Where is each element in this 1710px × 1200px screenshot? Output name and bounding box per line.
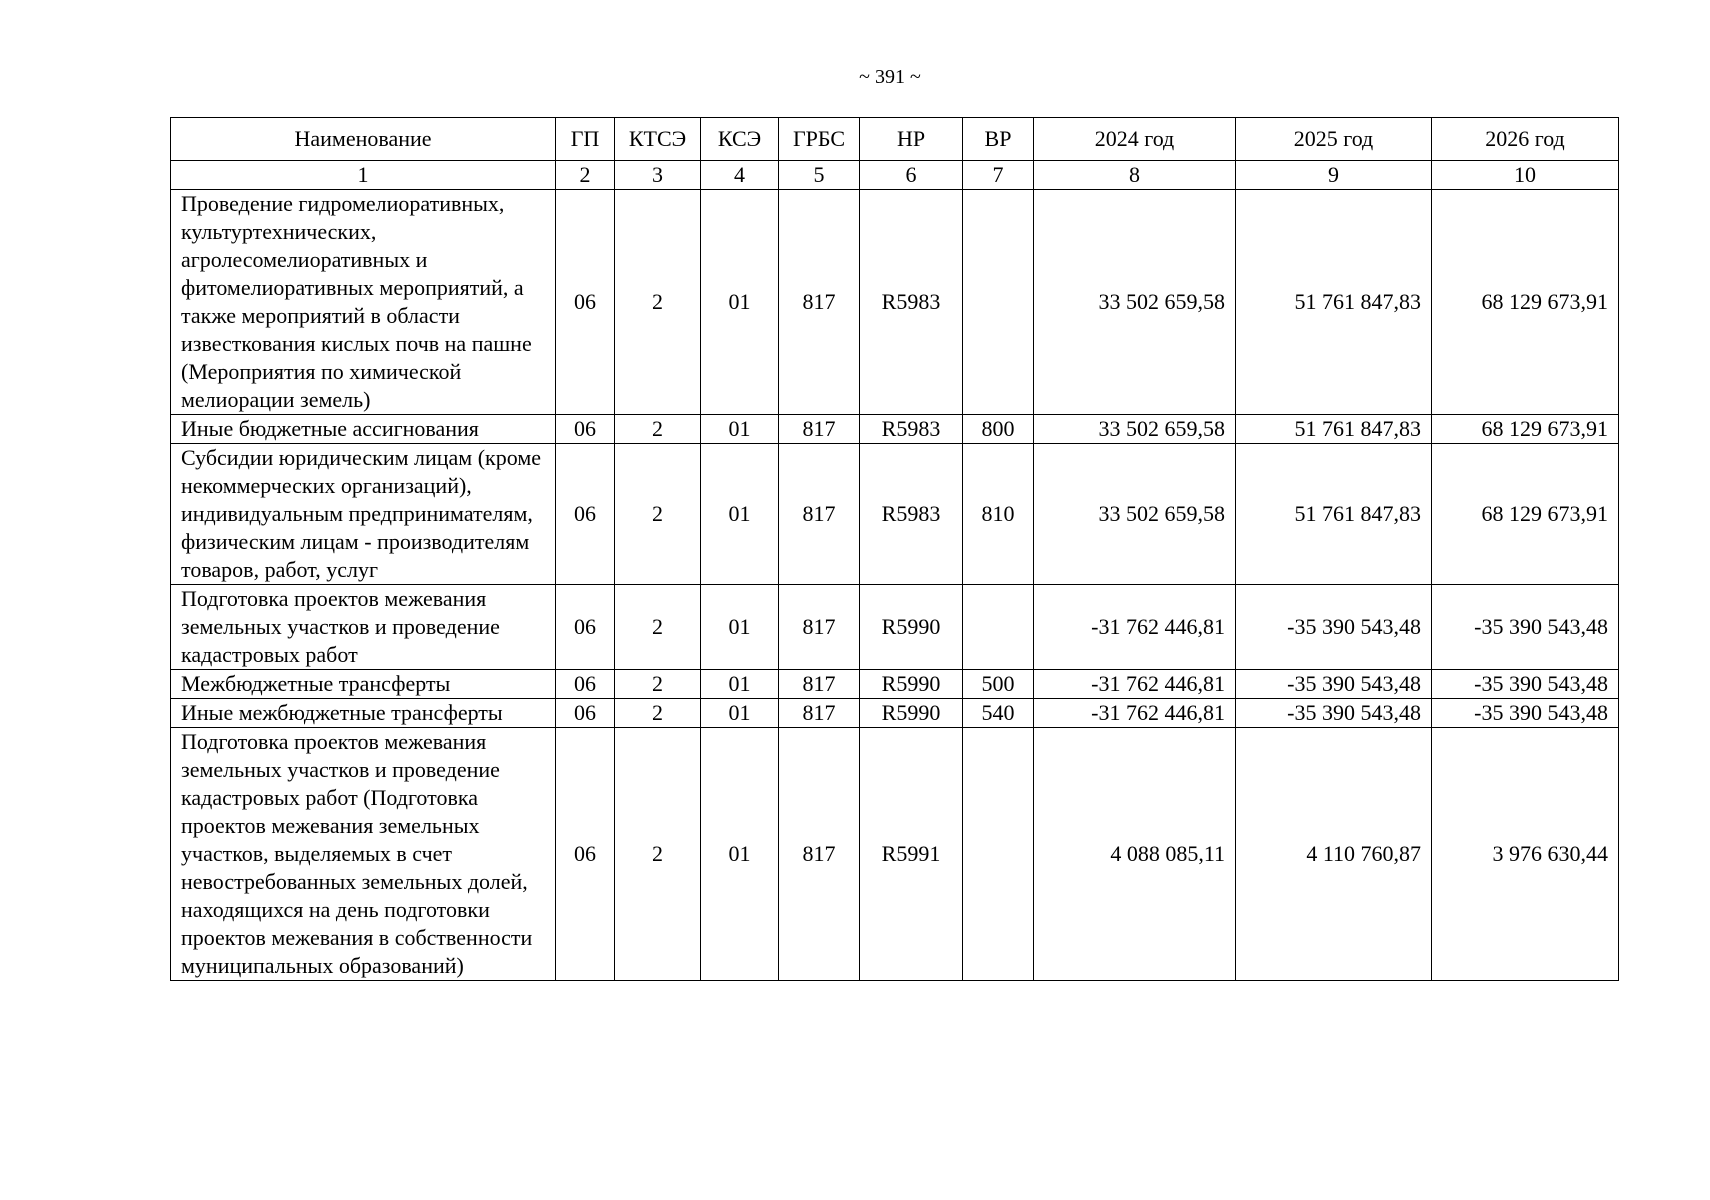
cell-grbs: 817 [779,728,860,981]
table-row [171,585,1619,670]
cell-kse: 01 [701,444,779,585]
cell-nr: R5983 [860,190,963,415]
header-nr: НР [860,118,963,161]
header-vr: ВР [963,118,1034,161]
cell-kse: 01 [701,585,779,670]
cell-amount-2024: 4 088 085,11 [1034,728,1236,981]
cell-ktse: 2 [615,190,701,415]
header-ktse: КТСЭ [615,118,701,161]
cell-amount-2026: 3 976 630,44 [1432,728,1619,981]
column-number-row [171,161,1619,190]
cell-name: Проведение гидромелиоративных, культуртехнических, агролесомелиоративных и фитомелиоративных мероприятий, а также мероприятий в области известкования кислых почв на пашне (Мероприятия по химической мелиорации земель) [171,190,556,415]
cell-amount-2024: -31 762 446,81 [1034,699,1236,728]
column-number: 1 [171,161,556,190]
cell-kse: 01 [701,699,779,728]
cell-kse: 01 [701,728,779,981]
cell-gp: 06 [556,190,615,415]
column-number: 5 [779,161,860,190]
cell-amount-2026: 68 129 673,91 [1432,415,1619,444]
cell-amount-2025: -35 390 543,48 [1236,585,1432,670]
cell-nr: R5991 [860,728,963,981]
cell-vr: 500 [963,670,1034,699]
column-number: 7 [963,161,1034,190]
header-row [171,118,1619,161]
table-row [171,190,1619,415]
cell-name: Подготовка проектов межевания земельных участков и проведение кадастровых работ (Подготовка проектов межевания земельных участков, выделяемых в счет невостребованных земельных долей, находящихся на день подготовки проектов межевания в собственности муниципальных образований) [171,728,556,981]
cell-name: Иные межбюджетные трансферты [171,699,556,728]
table-row [171,699,1619,728]
cell-amount-2024: 33 502 659,58 [1034,190,1236,415]
header-2024: 2024 год [1034,118,1236,161]
column-number: 9 [1236,161,1432,190]
cell-grbs: 817 [779,670,860,699]
cell-gp: 06 [556,585,615,670]
table-row [171,444,1619,585]
cell-kse: 01 [701,415,779,444]
cell-ktse: 2 [615,444,701,585]
cell-ktse: 2 [615,728,701,981]
cell-grbs: 817 [779,585,860,670]
cell-gp: 06 [556,415,615,444]
cell-ktse: 2 [615,415,701,444]
cell-vr [963,585,1034,670]
cell-grbs: 817 [779,415,860,444]
header-2026: 2026 год [1432,118,1619,161]
cell-gp: 06 [556,444,615,585]
column-number: 2 [556,161,615,190]
cell-name: Иные бюджетные ассигнования [171,415,556,444]
cell-grbs: 817 [779,444,860,585]
cell-vr: 810 [963,444,1034,585]
cell-amount-2025: -35 390 543,48 [1236,670,1432,699]
cell-ktse: 2 [615,670,701,699]
cell-amount-2026: 68 129 673,91 [1432,444,1619,585]
column-number: 6 [860,161,963,190]
column-number: 4 [701,161,779,190]
cell-kse: 01 [701,190,779,415]
cell-amount-2025: 4 110 760,87 [1236,728,1432,981]
cell-amount-2026: 68 129 673,91 [1432,190,1619,415]
cell-gp: 06 [556,670,615,699]
cell-amount-2024: -31 762 446,81 [1034,585,1236,670]
table-row [171,728,1619,981]
column-number: 10 [1432,161,1619,190]
page-number: ~ 391 ~ [859,66,921,88]
cell-kse: 01 [701,670,779,699]
cell-vr: 800 [963,415,1034,444]
cell-amount-2025: 51 761 847,83 [1236,190,1432,415]
header-name: Наименование [171,118,556,161]
cell-vr: 540 [963,699,1034,728]
cell-amount-2024: 33 502 659,58 [1034,444,1236,585]
cell-amount-2025: 51 761 847,83 [1236,444,1432,585]
cell-amount-2024: 33 502 659,58 [1034,415,1236,444]
column-number: 8 [1034,161,1236,190]
cell-amount-2026: -35 390 543,48 [1432,699,1619,728]
cell-ktse: 2 [615,585,701,670]
cell-amount-2025: -35 390 543,48 [1236,699,1432,728]
cell-nr: R5983 [860,444,963,585]
cell-grbs: 817 [779,190,860,415]
header-gp: ГП [556,118,615,161]
cell-amount-2024: -31 762 446,81 [1034,670,1236,699]
cell-name: Межбюджетные трансферты [171,670,556,699]
table-row [171,415,1619,444]
cell-amount-2026: -35 390 543,48 [1432,670,1619,699]
cell-gp: 06 [556,699,615,728]
table-row [171,670,1619,699]
header-grbs: ГРБС [779,118,860,161]
cell-vr [963,190,1034,415]
cell-name: Подготовка проектов межевания земельных участков и проведение кадастровых работ [171,585,556,670]
cell-amount-2025: 51 761 847,83 [1236,415,1432,444]
column-number: 3 [615,161,701,190]
budget-table [170,117,1619,981]
cell-ktse: 2 [615,699,701,728]
cell-nr: R5983 [860,415,963,444]
cell-nr: R5990 [860,585,963,670]
cell-gp: 06 [556,728,615,981]
cell-grbs: 817 [779,699,860,728]
cell-name: Субсидии юридическим лицам (кроме некоммерческих организаций), индивидуальным предпринимателям, физическим лицам - производителям товаров, работ, услуг [171,444,556,585]
cell-amount-2026: -35 390 543,48 [1432,585,1619,670]
header-kse: КСЭ [701,118,779,161]
cell-nr: R5990 [860,699,963,728]
header-2025: 2025 год [1236,118,1432,161]
cell-vr [963,728,1034,981]
cell-nr: R5990 [860,670,963,699]
